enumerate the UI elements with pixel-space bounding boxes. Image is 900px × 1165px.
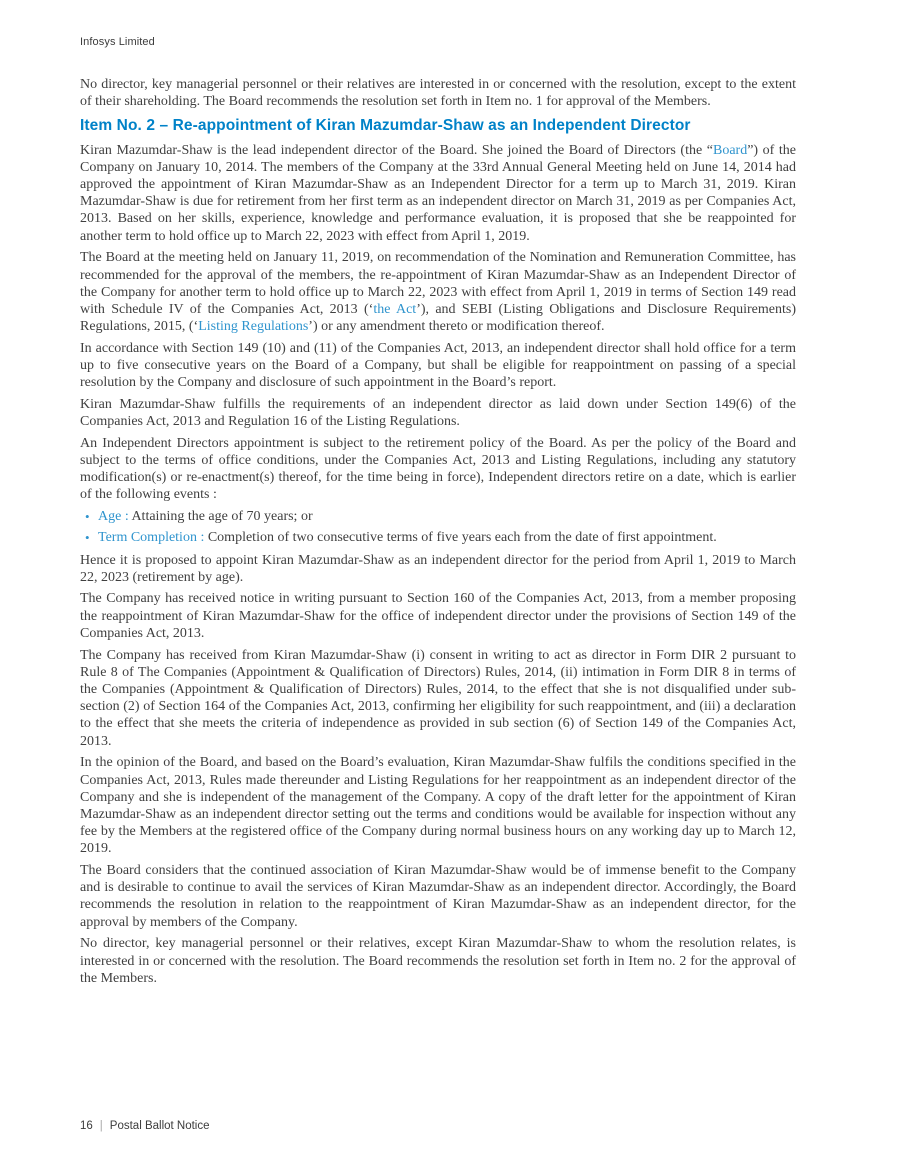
- bullet-term-completion: Term Completion :: [98, 530, 205, 546]
- retirement-events-list: [80, 508, 796, 546]
- item-2-heading: Item No. 2 – Re-appointment of Kiran Mazumdar-Shaw as an Independent Director: [80, 117, 691, 135]
- text-segment: The Board at the meeting held on January 11, 2019, on recommendation of the Nomination and Remuneration Committee, has recommended for the approval of the members, the re-appointment of Kiran Mazumdar-Shaw as an Independent Director of the Company for another term to hold office up to March 22, 2023 with effect from April 1, 2019 in terms of Section 149 read with Schedule IV of the Companies Act, 2013 (‘: [80, 250, 796, 317]
- page-footer: [80, 1120, 210, 1132]
- list-item-age: [80, 508, 796, 525]
- text-segment: Kiran Mazumdar-Shaw is the lead independent director of the Board. She joined the Board of Directors (the “: [80, 142, 713, 158]
- defined-term-board: Board: [712, 142, 748, 158]
- running-header-company: Infosys Limited: [80, 36, 155, 48]
- paragraph-board-opinion: In the opinion of the Board, and based on the Board’s evaluation, Kiran Mazumdar-Shaw fulfils the conditions specified in the Companies Act, 2013, Rules made thereunder and Listing Regulations for her reappointment as an independent director of the Company and she is independent of the management of the Company. A copy of the draft letter for the appointment of Kiran Mazumdar-Shaw as an independent director setting out the terms and conditions would be available for inspection without any fee by the Members at the registered office of the Company during normal business hours on any working day up to March 12, 2019.: [80, 755, 796, 857]
- paragraph-consent-documents: The Company has received from Kiran Mazumdar-Shaw (i) consent in writing to act as director in Form DIR 2 pursuant to Rule 8 of The Companies (Appointment & Qualification of Directors) Rules, 2014, (ii) intimation in Form DIR 8 in terms of the Companies (Appointment & Qualification of Directors) Rules, 2014, to the effect that she is not disqualified under sub-section (2) of Section 164 of the Companies Act, 2013, confirming her eligibility for such reappointment, and (iii) a declaration to the effect that she meets the criteria of independence as provided in sub section (6) of Section 149 of the Companies Act, 2013.: [80, 647, 796, 749]
- paragraph-board-meeting: [80, 249, 796, 335]
- list-item-term-completion: [80, 529, 796, 546]
- footer-document-title: Postal Ballot Notice: [109, 1120, 210, 1132]
- bullet-icon: •: [85, 530, 90, 546]
- bullet-term-age: Age :: [98, 509, 129, 525]
- text-segment: ”) of the Company on January 10, 2014. The members of the Company at the 33rd Annual General Meeting held on June 14, 2014 had approved the appointment of Kiran Mazumdar-Shaw as an Independent Director for a term up to March 31, 2019. Kiran Mazumdar-Shaw is due for retirement from her first term as an independent director on March 31, 2019 as per Companies Act, 2013. Based on her skills, experience, knowledge and performance evaluation, it is proposed that she be reappointed for another term to hold office up to March 22, 2023 with effect from April 1, 2019.: [80, 142, 796, 244]
- footer-separator: |: [99, 1120, 103, 1132]
- page-number: 16: [80, 1120, 93, 1132]
- text-segment: ’), and SEBI (Listing Obligations and Disclosure Requirements) Regulations, 2015, (‘: [80, 301, 796, 335]
- paragraph-item1-conclusion: No director, key managerial personnel or their relatives are interested in or concerned with the resolution, except to the extent of their shareholding. The Board recommends the resolution set forth in Item no. 1 for approval of the Members.: [80, 77, 796, 110]
- document-body: [80, 76, 796, 991]
- paragraph-proposed-appointment: Hence it is proposed to appoint Kiran Mazumdar-Shaw as an independent director for the period from April 1, 2019 to March 22, 2023 (retirement by age).: [80, 552, 796, 585]
- bullet-icon: •: [85, 509, 90, 525]
- paragraph-retirement-policy: An Independent Directors appointment is subject to the retirement policy of the Board. As per the policy of the Board and subject to the terms of office conditions, under the Companies Act, 2013 and Listing Regulations, including any statutory modification(s) or re-enactment(s) thereof, for the time being in force), Independent directors retire on a date, which is earlier of the following events :: [80, 435, 796, 503]
- paragraph-fulfills-requirements: Kiran Mazumdar-Shaw fulfills the requirements of an independent director as laid down under Section 149(6) of the Companies Act, 2013 and Regulation 16 of the Listing Regulations.: [80, 396, 796, 430]
- bullet-text: Attaining the age of 70 years; or: [128, 509, 313, 525]
- paragraph-board-recommendation: The Board considers that the continued association of Kiran Mazumdar-Shaw would be of immense benefit to the Company and is desirable to continue to avail the services of Kiran Mazumdar-Shaw as an independent director. Accordingly, the Board recommends the resolution in relation to the reappointment of Kiran Mazumdar-Shaw as an independent director, for the approval by members of the Company.: [80, 863, 796, 930]
- paragraph-notice-received: The Company has received notice in writing pursuant to Section 160 of the Companies Act, 2013, from a member proposing the reappointment of Kiran Mazumdar-Shaw for the office of independent director under the provisions of Section 149 of the Companies Act, 2013.: [80, 591, 796, 641]
- paragraph-item2-conclusion: No director, key managerial personnel or their relatives, except Kiran Mazumdar-Shaw to whom the resolution relates, is interested in or concerned with the resolution. The Board recommends the resolution set forth in Item no. 2 for the approval of the Members.: [80, 936, 796, 986]
- bullet-text: Completion of two consecutive terms of five years each from the date of first appointment.: [204, 530, 717, 546]
- defined-term-the-act: the Act: [373, 301, 417, 317]
- defined-term-listing-regulations: Listing Regulations: [198, 319, 309, 335]
- paragraph-section-149: In accordance with Section 149 (10) and (11) of the Companies Act, 2013, an independent director shall hold office for a term up to five consecutive years on the Board of a Company, but shall be eligible for reappointment on passing of a special resolution by the Company and disclosure of such appointment in the Board’s report.: [80, 340, 796, 391]
- text-segment: ’) or any amendment thereto or modification thereof.: [308, 319, 605, 335]
- paragraph-lead-director: [80, 142, 796, 245]
